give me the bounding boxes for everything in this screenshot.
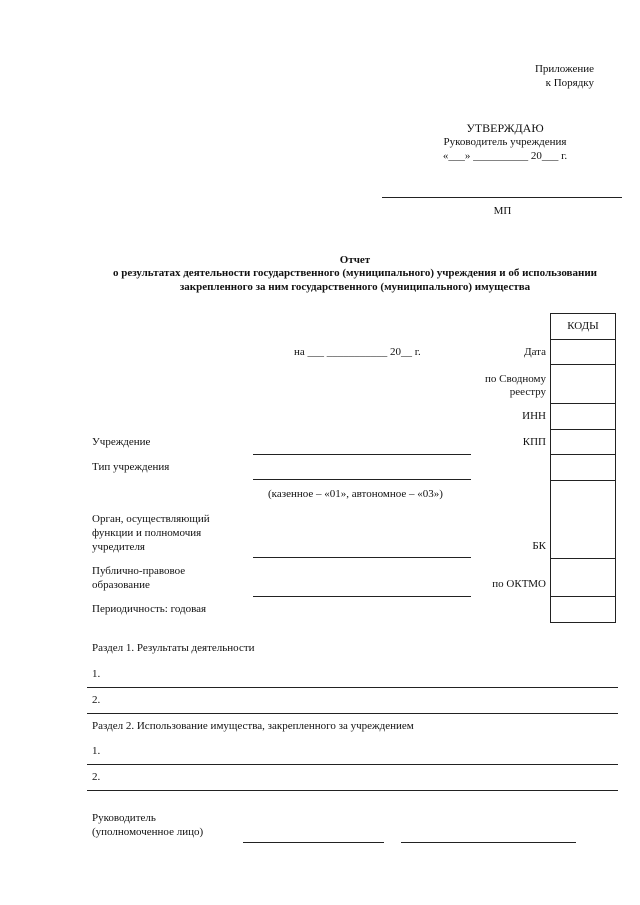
approval-position: Руководитель учреждения — [443, 136, 567, 148]
report-title: Отчет — [339, 254, 371, 266]
field-founder-label-2: функции и полномочия — [92, 527, 202, 539]
label-oktmo: по ОКТМО — [492, 578, 546, 590]
section-1-title: Раздел 1. Результаты деятельности — [92, 642, 255, 654]
appendix-line-2: к Порядку — [545, 77, 594, 89]
label-bk: БК — [532, 540, 546, 552]
section-2-item-2: 2. — [92, 771, 101, 783]
signature-name-line[interactable] — [401, 842, 576, 843]
code-cell-date[interactable] — [550, 339, 616, 365]
section-1-item-1: 1. — [92, 668, 101, 680]
code-cell-oktmo[interactable] — [550, 558, 616, 597]
field-founder-line[interactable] — [253, 557, 471, 558]
code-cell-type[interactable] — [550, 454, 616, 481]
code-cell-bk[interactable] — [550, 480, 616, 559]
label-date: Дата — [524, 346, 546, 358]
appendix-note — [535, 62, 594, 90]
seal-label: МП — [493, 205, 512, 217]
field-periodicity: Периодичность: годовая — [92, 603, 207, 615]
field-public-label-2: образование — [92, 579, 150, 591]
field-type-label: Тип учреждения — [92, 461, 170, 473]
approval-date-line: «___» __________ 20___ г. — [442, 150, 568, 162]
code-cell-inn[interactable] — [550, 403, 616, 430]
field-founder-label-3: учредителя — [92, 541, 145, 553]
section-1-item-2-line[interactable] — [87, 713, 618, 714]
section-2-item-1-line[interactable] — [87, 764, 618, 765]
section-2-item-2-line[interactable] — [87, 790, 618, 791]
approval-signature-line — [382, 197, 622, 198]
field-founder-label — [92, 512, 210, 554]
field-public-label — [92, 564, 185, 592]
section-2-item-1: 1. — [92, 745, 101, 757]
report-date-line: на ___ ___________ 20__ г. — [294, 346, 421, 358]
appendix-line-1: Приложение — [534, 63, 594, 75]
field-public-line[interactable] — [253, 596, 471, 597]
signature-label-2: (уполномоченное лицо) — [92, 826, 204, 838]
signature-label-1: Руководитель — [92, 812, 156, 824]
section-1-item-1-line[interactable] — [87, 687, 618, 688]
label-registry-2: реестру — [509, 386, 546, 398]
field-founder-label-1: Орган, осуществляющий — [92, 513, 210, 525]
codes-header: КОДЫ — [567, 320, 599, 332]
label-kpp: КПП — [522, 436, 546, 448]
field-type-line[interactable] — [253, 479, 471, 480]
signature-line[interactable] — [243, 842, 384, 843]
code-cell-kpp[interactable] — [550, 429, 616, 455]
field-institution-label: Учреждение — [92, 436, 151, 448]
approval-title: УТВЕРЖДАЮ — [466, 121, 544, 135]
label-registry-1: по Сводному — [484, 373, 546, 385]
code-cell-periodicity[interactable] — [550, 596, 616, 623]
code-cell-registry[interactable] — [550, 364, 616, 404]
field-institution-line[interactable] — [253, 454, 471, 455]
field-type-hint: (казенное – «01», автономное – «03») — [268, 488, 443, 500]
field-public-label-1: Публично-правовое — [92, 565, 186, 577]
report-subtitle-2: закрепленного за ним государственного (муниципального) имущества — [179, 281, 531, 293]
section-1-item-2: 2. — [92, 694, 101, 706]
codes-header-cell — [550, 313, 616, 340]
label-inn: ИНН — [522, 410, 546, 422]
report-subtitle-1: о результатах деятельности государственного (муниципального) учреждения и об использовании — [112, 267, 598, 279]
section-2-title: Раздел 2. Использование имущества, закрепленного за учреждением — [92, 720, 414, 732]
signature-label — [92, 811, 203, 839]
